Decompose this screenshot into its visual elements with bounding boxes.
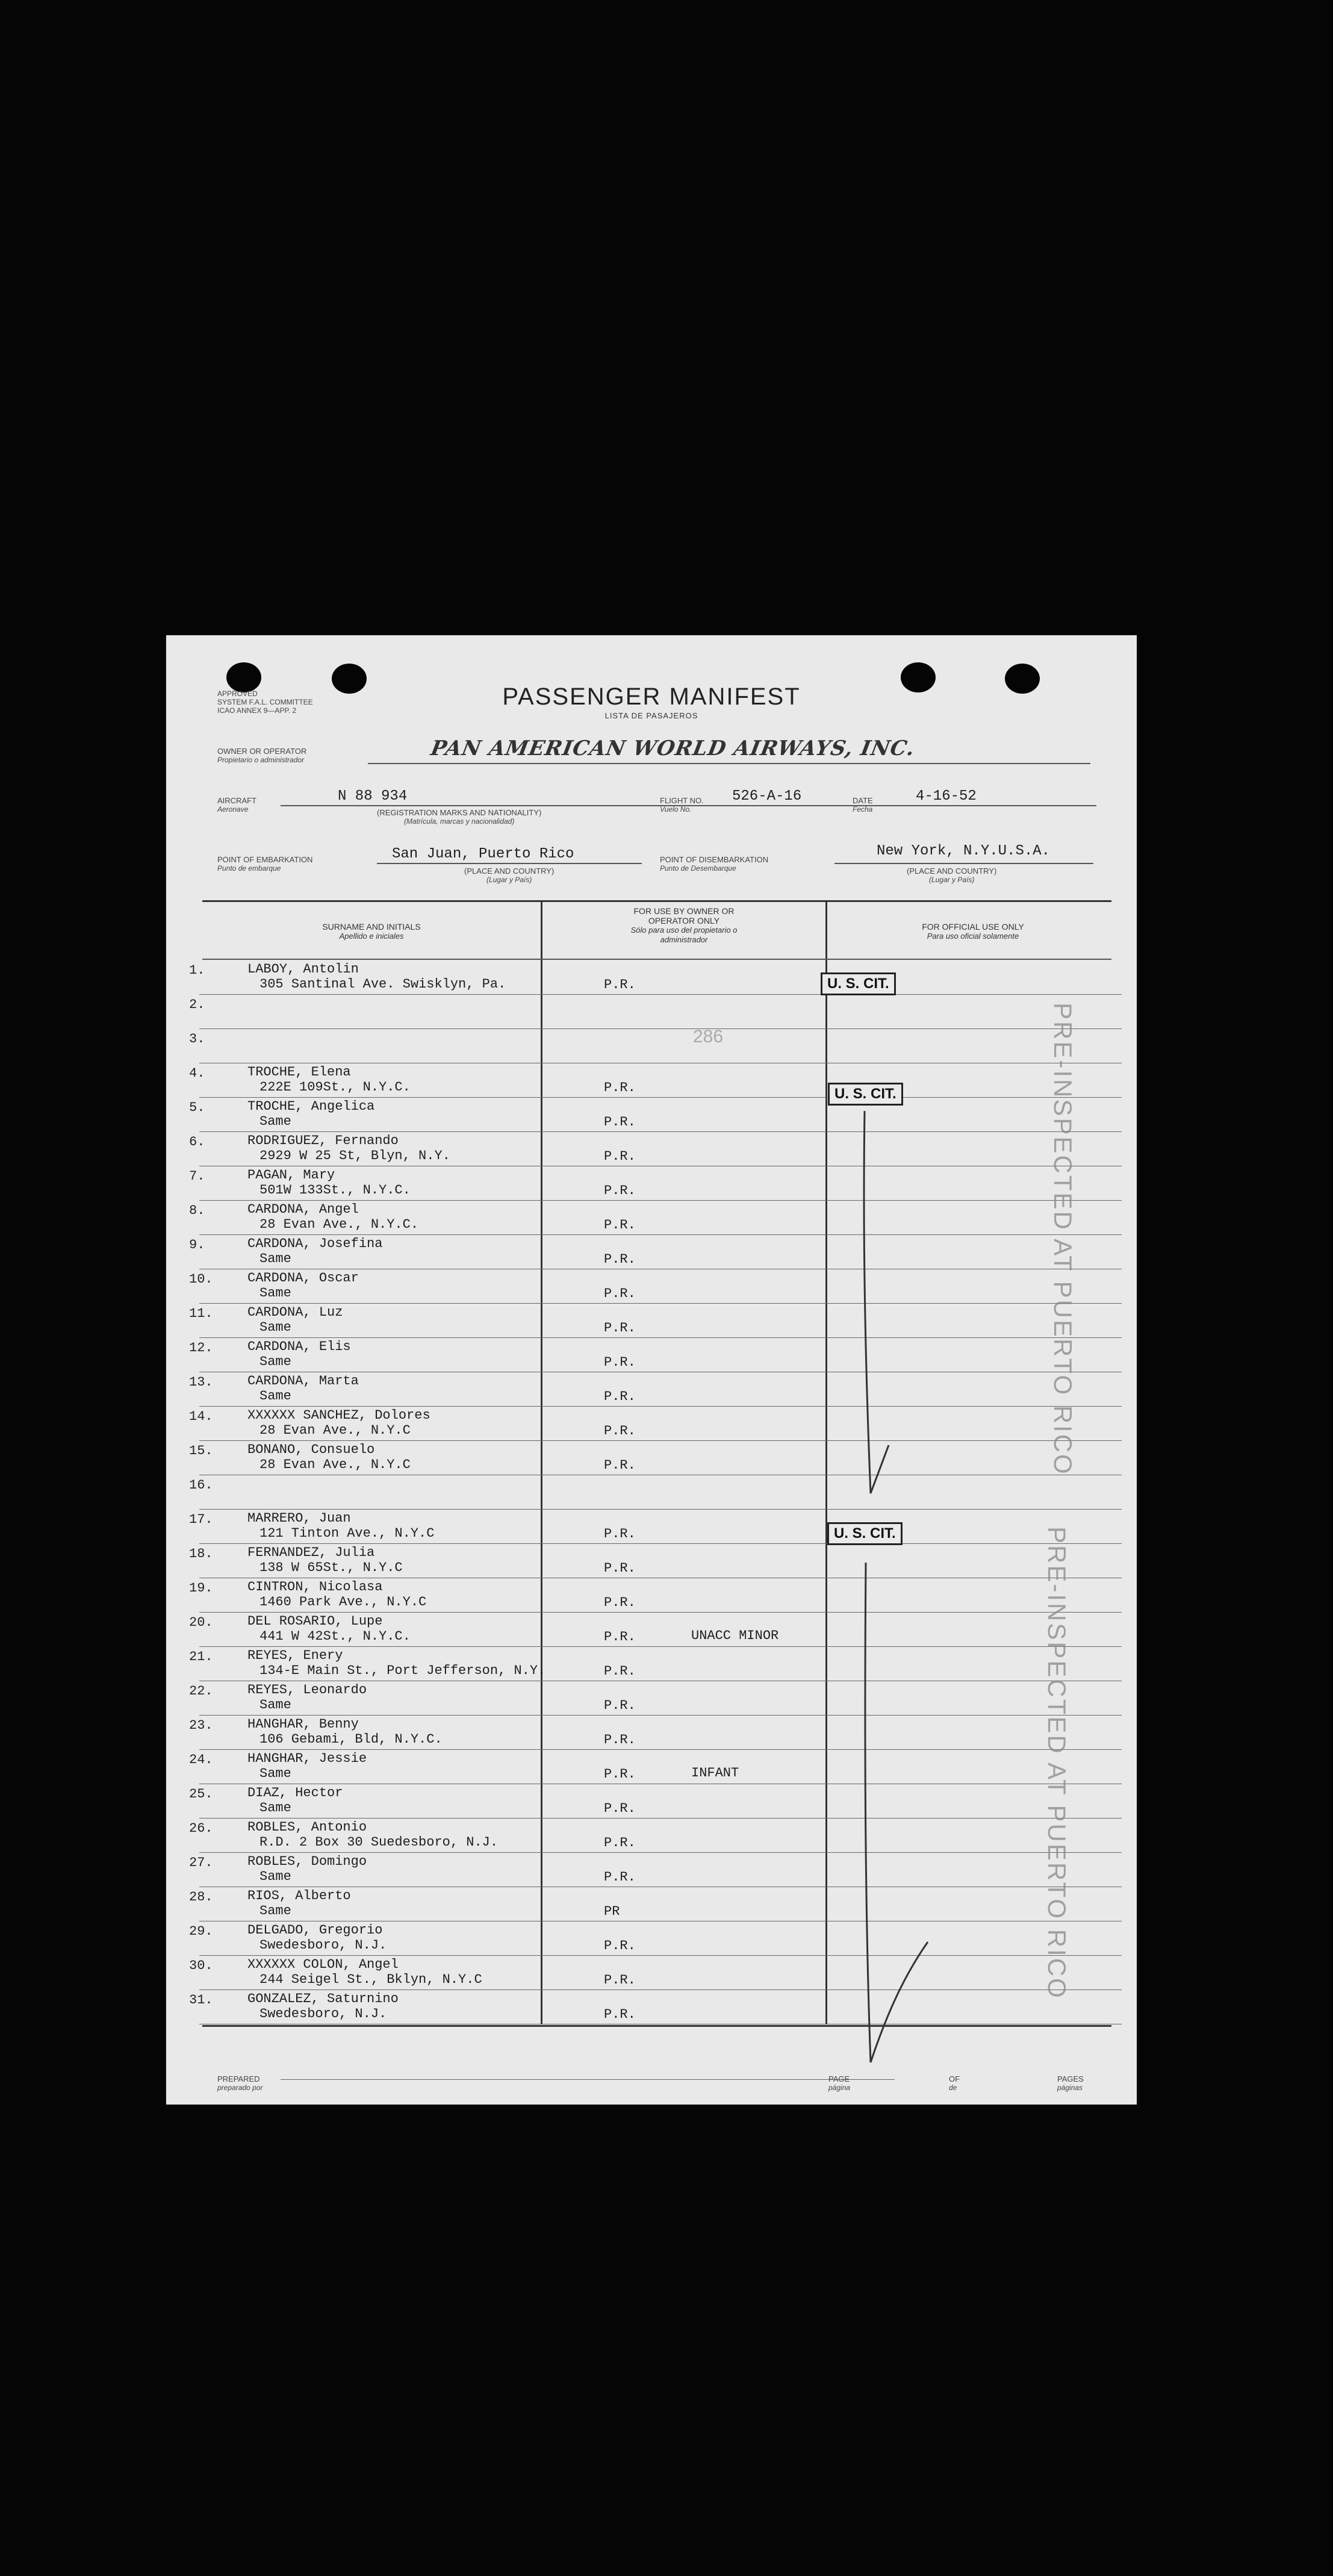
passenger-surname: ROBLES, Antonio bbox=[247, 1820, 367, 1835]
passenger-surname: LABOY, Antolin bbox=[247, 962, 359, 977]
passenger-name bbox=[247, 1099, 374, 1129]
table-top-border bbox=[202, 900, 1111, 902]
row-number: 12. bbox=[189, 1340, 213, 1355]
table-row bbox=[166, 1304, 1137, 1338]
prepared-label bbox=[217, 2074, 263, 2092]
embark-label-text: POINT OF EMBARKATION bbox=[217, 855, 313, 864]
column-header-owner-text: FOR USE BY OWNER OR OPERATOR ONLY bbox=[633, 906, 735, 926]
nationality-code: P.R. bbox=[604, 1252, 636, 1267]
nationality-code: P.R. bbox=[604, 1870, 636, 1885]
row-number: 17. bbox=[189, 1512, 213, 1527]
preinspected-stamp: PRE-INSPECTED AT PUERTO RICO bbox=[1043, 1526, 1071, 2000]
nationality-code: P.R. bbox=[604, 1938, 636, 1953]
preinspected-stamp: PRE-INSPECTED AT PUERTO RICO bbox=[1049, 1003, 1077, 1476]
passenger-surname: CARDONA, Oscar bbox=[247, 1271, 359, 1286]
passenger-address: Same bbox=[259, 1320, 291, 1335]
nationality-code: P.R. bbox=[604, 1561, 636, 1576]
nationality-code: P.R. bbox=[604, 1801, 636, 1816]
flight-label-text: FLIGHT NO. bbox=[660, 796, 704, 805]
table-row bbox=[166, 960, 1137, 995]
table-row bbox=[166, 1853, 1137, 1887]
page-subtitle: LISTA DE PASAJEROS bbox=[604, 711, 698, 720]
us-citizen-stamp: U. S. CIT. bbox=[821, 972, 896, 995]
embark-value: San Juan, Puerto Rico bbox=[392, 846, 574, 862]
table-row bbox=[166, 1818, 1137, 1853]
table-row bbox=[166, 1235, 1137, 1269]
nationality-code: P.R. bbox=[604, 1286, 636, 1301]
owner-underline bbox=[368, 763, 1090, 764]
aircraft-value: N 88 934 bbox=[338, 788, 408, 804]
passenger-address: 121 Tinton Ave., N.Y.C bbox=[259, 1526, 435, 1541]
table-row bbox=[166, 1269, 1137, 1304]
owner-label-es: Propietario o administrador bbox=[217, 756, 305, 764]
table-row bbox=[166, 1578, 1137, 1613]
passenger-name bbox=[247, 1065, 411, 1095]
row-number: 8. bbox=[189, 1203, 205, 1218]
passenger-address: Same bbox=[259, 1766, 291, 1781]
passenger-surname: CARDONA, Josefina bbox=[247, 1236, 383, 1251]
row-number: 23. bbox=[189, 1718, 213, 1733]
column-header-owner bbox=[552, 906, 816, 945]
passenger-address: 244 Seigel St., Bklyn, N.Y.C bbox=[259, 1972, 482, 1987]
disembark-label-text: POINT OF DISEMBARKATION bbox=[660, 855, 769, 864]
table-row bbox=[166, 1372, 1137, 1407]
table-row bbox=[166, 1098, 1137, 1132]
passenger-address: R.D. 2 Box 30 Suedesboro, N.J. bbox=[259, 1835, 499, 1850]
checkmark-icon bbox=[853, 1538, 937, 2068]
embark-note-text: (PLACE AND COUNTRY) bbox=[464, 866, 555, 876]
handwritten-count: 286 bbox=[693, 1027, 724, 1047]
row-number: 15. bbox=[189, 1443, 213, 1458]
of-label bbox=[949, 2074, 960, 2092]
header-bottom-border bbox=[202, 959, 1111, 960]
passenger-address: Same bbox=[259, 1869, 291, 1884]
disembark-note bbox=[907, 866, 996, 885]
page-label-es: página bbox=[828, 2083, 851, 2092]
nationality-code: P.R. bbox=[604, 1355, 636, 1370]
footer-border bbox=[202, 2025, 1111, 2027]
passenger-surname: CARDONA, Marta bbox=[247, 1374, 359, 1389]
table-row bbox=[166, 1681, 1137, 1716]
passenger-surname: MARRERO, Juan bbox=[247, 1511, 351, 1526]
company-name: PAN AMERICAN WORLD AIRWAYS, INC. bbox=[429, 736, 917, 761]
passenger-name bbox=[247, 1236, 382, 1266]
aircraft-label-text: AIRCRAFT bbox=[217, 796, 256, 805]
nationality-code: P.R. bbox=[604, 1321, 636, 1336]
table-row bbox=[166, 1441, 1137, 1475]
aircraft-note-text: (REGISTRATION MARKS AND NATIONALITY) bbox=[377, 808, 542, 817]
table-row bbox=[166, 995, 1137, 1029]
passenger-name bbox=[247, 1202, 418, 1232]
row-number: 28. bbox=[189, 1890, 213, 1905]
passenger-name bbox=[247, 1442, 411, 1472]
column-header-owner-es: Sólo para uso del propietario o administrador bbox=[630, 926, 738, 944]
passenger-name bbox=[247, 1545, 403, 1575]
date-value: 4-16-52 bbox=[916, 788, 977, 804]
approval-line: SYSTEM F.A.L. COMMITTEE bbox=[217, 698, 313, 706]
embark-note bbox=[464, 866, 554, 885]
nationality-code: P.R. bbox=[604, 1664, 636, 1679]
passenger-address: Same bbox=[259, 1286, 291, 1301]
passenger-address: 106 Gebami, Bld, N.Y.C. bbox=[259, 1732, 443, 1747]
passenger-name bbox=[247, 1305, 343, 1335]
nationality-code: P.R. bbox=[604, 1595, 636, 1610]
disembark-label bbox=[660, 855, 768, 873]
row-number: 25. bbox=[189, 1787, 213, 1802]
nationality-code: P.R. bbox=[604, 1526, 636, 1542]
flight-label bbox=[660, 796, 704, 814]
pages-label-es: páginas bbox=[1057, 2083, 1083, 2092]
passenger-name bbox=[247, 1820, 498, 1850]
us-citizen-stamp: U. S. CIT. bbox=[828, 1083, 903, 1106]
passenger-address: Same bbox=[259, 1697, 291, 1713]
passenger-name bbox=[247, 1991, 399, 2021]
checkmark-icon bbox=[853, 1108, 901, 1499]
passenger-address: Same bbox=[259, 1354, 291, 1369]
nationality-code: P.R. bbox=[604, 1732, 636, 1747]
row-number: 30. bbox=[189, 1958, 213, 1973]
table-row bbox=[166, 1956, 1137, 1990]
row-number: 14. bbox=[189, 1409, 213, 1424]
passenger-surname: TROCHE, Elena bbox=[247, 1065, 351, 1080]
manifest-sheet bbox=[166, 635, 1137, 2105]
passenger-name bbox=[247, 1957, 482, 1987]
aircraft-label bbox=[217, 796, 256, 814]
passenger-name bbox=[247, 1133, 450, 1163]
nationality-code: P.R. bbox=[604, 1423, 636, 1439]
aircraft-note bbox=[377, 808, 541, 826]
nationality-code: P.R. bbox=[604, 1080, 636, 1095]
passenger-surname: PAGAN, Mary bbox=[247, 1168, 335, 1183]
table-row bbox=[166, 1887, 1137, 1921]
approval-line: APPROVED bbox=[217, 689, 258, 698]
prepared-label-text: PREPARED bbox=[217, 2074, 260, 2083]
passenger-surname: ROBLES, Domingo bbox=[247, 1854, 367, 1869]
passenger-name bbox=[247, 1579, 426, 1610]
passenger-name bbox=[247, 1374, 359, 1404]
passenger-note: INFANT bbox=[691, 1766, 739, 1781]
owner-label bbox=[217, 747, 306, 765]
passenger-name bbox=[247, 1339, 351, 1369]
row-number: 4. bbox=[189, 1066, 205, 1081]
passenger-surname: CARDONA, Luz bbox=[247, 1305, 343, 1320]
table-row bbox=[166, 1613, 1137, 1647]
passenger-address: Same bbox=[259, 1903, 291, 1918]
passenger-surname: GONZALEZ, Saturnino bbox=[247, 1991, 399, 2006]
passenger-surname: DIAZ, Hector bbox=[247, 1785, 343, 1800]
row-number: 22. bbox=[189, 1684, 213, 1699]
nationality-code: P.R. bbox=[604, 1458, 636, 1473]
passenger-surname: RODRIGUEZ, Fernando bbox=[247, 1133, 399, 1148]
page-title: PASSENGER MANIFEST bbox=[502, 683, 801, 710]
passenger-surname: TROCHE, Angelica bbox=[247, 1099, 375, 1114]
passenger-address: Same bbox=[259, 1251, 291, 1266]
approval-line: ICAO ANNEX 9—APP. 2 bbox=[217, 706, 297, 715]
passenger-name bbox=[247, 1648, 545, 1678]
disembark-label-es: Punto de Desembarque bbox=[660, 864, 736, 873]
passenger-name bbox=[247, 962, 506, 992]
passenger-name bbox=[247, 1751, 367, 1781]
nationality-code: P.R. bbox=[604, 1149, 636, 1164]
passenger-surname: DEL ROSARIO, Lupe bbox=[247, 1614, 383, 1629]
passenger-address: 441 W 42St., N.Y.C. bbox=[259, 1629, 411, 1644]
passenger-surname: CARDONA, Elis bbox=[247, 1339, 351, 1354]
passenger-surname: REYES, Leonardo bbox=[247, 1682, 367, 1697]
date-label-es: Fecha bbox=[853, 805, 873, 814]
passenger-surname: BONANO, Consuelo bbox=[247, 1442, 375, 1457]
row-number: 5. bbox=[189, 1100, 205, 1115]
passenger-surname: RIOS, Alberto bbox=[247, 1888, 351, 1903]
aircraft-label-es: Aeronave bbox=[217, 805, 249, 814]
nationality-code: P.R. bbox=[604, 1218, 636, 1233]
passenger-name bbox=[247, 1271, 359, 1301]
date-label-text: DATE bbox=[853, 796, 873, 805]
row-number: 27. bbox=[189, 1855, 213, 1870]
passenger-name bbox=[247, 1854, 367, 1884]
passenger-address: 28 Evan Ave., N.Y.C bbox=[259, 1457, 411, 1472]
passenger-address: 501W 133St., N.Y.C. bbox=[259, 1183, 411, 1198]
of-label-es: de bbox=[949, 2083, 957, 2092]
embark-note-es: (Lugar y País) bbox=[486, 876, 532, 884]
row-number: 21. bbox=[189, 1649, 213, 1664]
passenger-surname: FERNANDEZ, Julia bbox=[247, 1545, 375, 1560]
nationality-code: P.R. bbox=[604, 1698, 636, 1713]
passenger-address: Swedesboro, N.J. bbox=[259, 1938, 387, 1953]
column-header-name-es: Apellido e iniciales bbox=[339, 932, 404, 941]
column-header-name bbox=[202, 922, 541, 941]
passenger-surname: DELGADO, Gregorio bbox=[247, 1923, 383, 1938]
aircraft-note-es: (Matrícula, marcas y nacionalidad) bbox=[403, 817, 515, 826]
passenger-address: 1460 Park Ave., N.Y.C bbox=[259, 1594, 427, 1610]
page-label-text: PAGE bbox=[828, 2074, 850, 2083]
nationality-code: P.R. bbox=[604, 1973, 636, 1988]
table-row bbox=[166, 1990, 1137, 2024]
row-number: 24. bbox=[189, 1752, 213, 1767]
row-number: 31. bbox=[189, 1993, 213, 2008]
passenger-name bbox=[247, 1888, 351, 1918]
row-number: 9. bbox=[189, 1237, 205, 1252]
nationality-code: P.R. bbox=[604, 977, 636, 992]
row-number: 3. bbox=[189, 1031, 205, 1047]
owner-label-text: OWNER OR OPERATOR bbox=[217, 747, 307, 756]
row-number: 6. bbox=[189, 1134, 205, 1150]
passenger-name bbox=[247, 1717, 443, 1747]
row-number: 16. bbox=[189, 1478, 213, 1493]
prepared-underline bbox=[281, 2079, 895, 2080]
passenger-name bbox=[247, 1923, 387, 1953]
table-row bbox=[166, 1784, 1137, 1818]
pages-label bbox=[1057, 2074, 1084, 2092]
flight-label-es: Vuelo No. bbox=[660, 805, 692, 814]
column-header-name-text: SURNAME AND INITIALS bbox=[322, 922, 421, 932]
nationality-code: P.R. bbox=[604, 1767, 636, 1782]
passenger-surname: REYES, Enery bbox=[247, 1648, 343, 1663]
embark-label-es: Punto de embarque bbox=[217, 864, 281, 873]
us-citizen-stamp: U. S. CIT. bbox=[827, 1522, 903, 1545]
row-number: 26. bbox=[189, 1821, 213, 1836]
nationality-code: P.R. bbox=[604, 1183, 636, 1198]
table-row bbox=[166, 1338, 1137, 1372]
passenger-name bbox=[247, 1614, 411, 1644]
table-row bbox=[166, 1510, 1137, 1544]
table-row bbox=[166, 1201, 1137, 1235]
row-number: 13. bbox=[189, 1375, 213, 1390]
passenger-address: 2929 W 25 St, Blyn, N.Y. bbox=[259, 1148, 450, 1163]
passenger-name bbox=[247, 1511, 434, 1541]
nationality-code: P.R. bbox=[604, 1629, 636, 1644]
nationality-code: PR bbox=[604, 1904, 620, 1919]
passenger-address: 28 Evan Ave., N.Y.C. bbox=[259, 1217, 419, 1232]
embark-underline bbox=[377, 863, 642, 864]
table-row bbox=[166, 1166, 1137, 1201]
passenger-name bbox=[247, 1408, 430, 1438]
passenger-surname: CARDONA, Angel bbox=[247, 1202, 359, 1217]
passenger-address: 28 Evan Ave., N.Y.C bbox=[259, 1423, 411, 1438]
row-number: 7. bbox=[189, 1169, 205, 1184]
column-header-official bbox=[834, 922, 1111, 941]
table-row bbox=[166, 1647, 1137, 1681]
passenger-surname: XXXXXX SANCHEZ, Dolores bbox=[247, 1408, 430, 1423]
passenger-address: Swedesboro, N.J. bbox=[259, 2006, 387, 2021]
embark-label bbox=[217, 855, 312, 873]
row-number: 19. bbox=[189, 1581, 213, 1596]
passenger-address: 138 W 65St., N.Y.C bbox=[259, 1560, 403, 1575]
pages-label-text: PAGES bbox=[1057, 2074, 1084, 2083]
disembark-value: New York, N.Y.U.S.A. bbox=[877, 843, 1051, 859]
passenger-note: UNACC MINOR bbox=[691, 1628, 779, 1643]
row-number: 2. bbox=[189, 997, 205, 1012]
row-number: 29. bbox=[189, 1924, 213, 1939]
row-number: 18. bbox=[189, 1546, 213, 1561]
row-number: 1. bbox=[189, 963, 205, 978]
passenger-list bbox=[166, 960, 1137, 2026]
passenger-address: Same bbox=[259, 1800, 291, 1815]
passenger-address: 222E 109St., N.Y.C. bbox=[259, 1080, 411, 1095]
table-row bbox=[166, 1544, 1137, 1578]
disembark-note-text: (PLACE AND COUNTRY) bbox=[907, 866, 997, 876]
passenger-surname: HANGHAR, Jessie bbox=[247, 1751, 367, 1766]
disembark-note-es: (Lugar y País) bbox=[928, 876, 975, 884]
passenger-name bbox=[247, 1682, 367, 1713]
date-label bbox=[853, 796, 873, 814]
row-number: 20. bbox=[189, 1615, 213, 1630]
passenger-surname: XXXXXX COLON, Angel bbox=[247, 1957, 399, 1972]
table-row bbox=[166, 1063, 1137, 1098]
passenger-address: Same bbox=[259, 1389, 291, 1404]
nationality-code: P.R. bbox=[604, 2007, 636, 2022]
table-row bbox=[166, 1407, 1137, 1441]
nationality-code: P.R. bbox=[604, 1115, 636, 1130]
passenger-name bbox=[247, 1785, 343, 1815]
prepared-label-es: preparado por bbox=[217, 2083, 263, 2092]
table-row bbox=[166, 1475, 1137, 1510]
disembark-underline bbox=[834, 863, 1093, 864]
nationality-code: P.R. bbox=[604, 1389, 636, 1404]
table-row bbox=[166, 1029, 1137, 1063]
passenger-address: Same bbox=[259, 1114, 291, 1129]
row-number: 11. bbox=[189, 1306, 213, 1321]
passenger-address: 134-E Main St., Port Jefferson, N.Y. bbox=[259, 1663, 546, 1678]
table-row bbox=[166, 1716, 1137, 1750]
row-number: 10. bbox=[189, 1272, 213, 1287]
nationality-code: P.R. bbox=[604, 1835, 636, 1850]
table-row bbox=[166, 1132, 1137, 1166]
passenger-surname: HANGHAR, Benny bbox=[247, 1717, 359, 1732]
table-row bbox=[166, 1750, 1137, 1784]
page-label bbox=[828, 2074, 850, 2092]
column-header-official-text: FOR OFFICIAL USE ONLY bbox=[922, 922, 1024, 932]
table-row bbox=[166, 1921, 1137, 1956]
passenger-address: 305 Santinal Ave. Swisklyn, Pa. bbox=[259, 977, 506, 992]
of-label-text: OF bbox=[949, 2074, 960, 2083]
passenger-name bbox=[247, 1168, 411, 1198]
passenger-surname: CINTRON, Nicolasa bbox=[247, 1579, 383, 1594]
column-header-official-es: Para uso oficial solamente bbox=[927, 932, 1019, 941]
flight-value: 526-A-16 bbox=[732, 788, 802, 804]
